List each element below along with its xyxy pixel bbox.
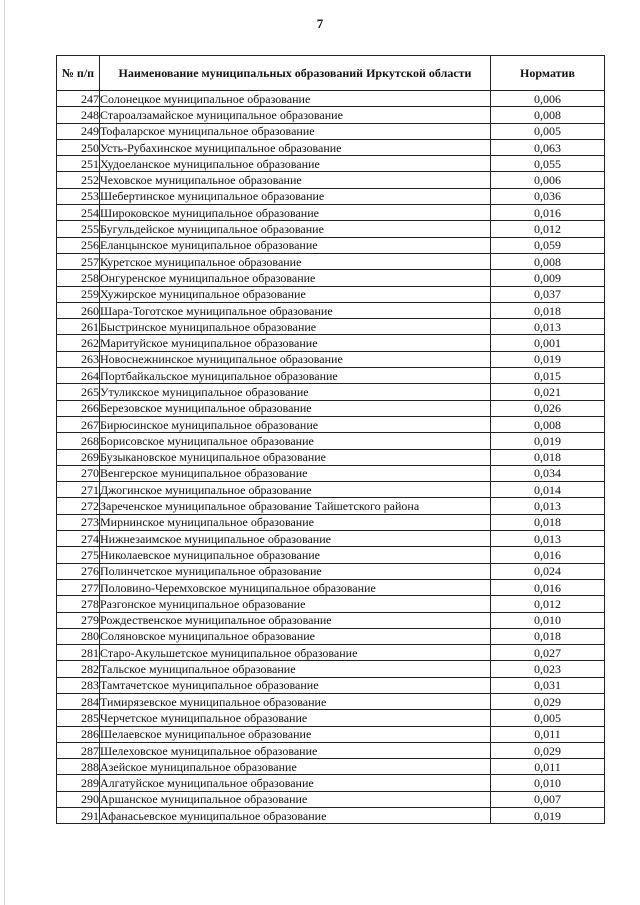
- row-number: 265: [57, 384, 100, 400]
- table-row: [57, 710, 605, 726]
- row-number: 255: [57, 221, 100, 237]
- norm-value: 0,029: [491, 693, 605, 709]
- norm-value: 0,011: [491, 726, 605, 742]
- norm-value: 0,009: [491, 270, 605, 286]
- municipality-name: Рождественское муниципальное образование: [100, 612, 491, 628]
- municipality-name: Азейское муниципальное образование: [100, 759, 491, 775]
- row-number: 268: [57, 433, 100, 449]
- table-row: [57, 221, 605, 237]
- municipality-name: Утуликское муниципальное образование: [100, 384, 491, 400]
- municipality-name: Николаевское муниципальное образование: [100, 547, 491, 563]
- norm-value: 0,018: [491, 628, 605, 644]
- table-row: [57, 139, 605, 155]
- norm-value: 0,013: [491, 319, 605, 335]
- table-row: [57, 319, 605, 335]
- row-number: 252: [57, 172, 100, 188]
- norm-value: 0,016: [491, 579, 605, 595]
- table-row: [57, 368, 605, 384]
- municipality-name: Бугульдейское муниципальное образование: [100, 221, 491, 237]
- row-number: 279: [57, 612, 100, 628]
- norm-value: 0,008: [491, 416, 605, 432]
- row-number: 281: [57, 645, 100, 661]
- header-num: № п/п: [57, 56, 100, 91]
- municipality-name: Новоснежнинское муниципальное образование: [100, 351, 491, 367]
- norm-value: 0,019: [491, 351, 605, 367]
- norm-value: 0,031: [491, 677, 605, 693]
- norm-value: 0,029: [491, 742, 605, 758]
- table-row: [57, 286, 605, 302]
- municipality-name: Мирнинское муниципальное образование: [100, 514, 491, 530]
- municipality-name: Разгонское муниципальное образование: [100, 596, 491, 612]
- municipality-name: Березовское муниципальное образование: [100, 400, 491, 416]
- municipality-name: Солонецкое муниципальное образование: [100, 91, 491, 107]
- row-number: 275: [57, 547, 100, 563]
- row-number: 290: [57, 791, 100, 807]
- table-row: [57, 547, 605, 563]
- row-number: 276: [57, 563, 100, 579]
- table-header-row: [57, 56, 605, 91]
- norms-table: [56, 55, 605, 824]
- row-number: 249: [57, 123, 100, 139]
- row-number: 280: [57, 628, 100, 644]
- table-row: [57, 498, 605, 514]
- table-row: [57, 172, 605, 188]
- table-row: [57, 107, 605, 123]
- municipality-name: Широковское муниципальное образование: [100, 205, 491, 221]
- table-row: [57, 612, 605, 628]
- row-number: 287: [57, 742, 100, 758]
- scan-edge-line: [4, 0, 5, 905]
- municipality-name: Портбайкальское муниципальное образование: [100, 368, 491, 384]
- row-number: 269: [57, 449, 100, 465]
- table-row: [57, 808, 605, 824]
- table-row: [57, 628, 605, 644]
- norm-value: 0,018: [491, 449, 605, 465]
- norm-value: 0,006: [491, 172, 605, 188]
- table-row: [57, 335, 605, 351]
- norm-value: 0,018: [491, 514, 605, 530]
- table-row: [57, 742, 605, 758]
- row-number: 247: [57, 91, 100, 107]
- table-row: [57, 645, 605, 661]
- table-row: [57, 465, 605, 481]
- table-row: [57, 661, 605, 677]
- norm-value: 0,012: [491, 221, 605, 237]
- row-number: 283: [57, 677, 100, 693]
- row-number: 251: [57, 156, 100, 172]
- row-number: 258: [57, 270, 100, 286]
- row-number: 274: [57, 531, 100, 547]
- table-row: [57, 759, 605, 775]
- municipality-name: Тимирязевское муниципальное образование: [100, 693, 491, 709]
- row-number: 282: [57, 661, 100, 677]
- norm-value: 0,059: [491, 237, 605, 253]
- norm-value: 0,013: [491, 531, 605, 547]
- municipality-name: Черчетское муниципальное образование: [100, 710, 491, 726]
- municipality-name: Шелеховское муниципальное образование: [100, 742, 491, 758]
- row-number: 278: [57, 596, 100, 612]
- municipality-name: Маритуйское муниципальное образование: [100, 335, 491, 351]
- norm-value: 0,016: [491, 205, 605, 221]
- norm-value: 0,037: [491, 286, 605, 302]
- table-row: [57, 433, 605, 449]
- table-row: [57, 91, 605, 107]
- table-row: [57, 563, 605, 579]
- row-number: 259: [57, 286, 100, 302]
- table-row: [57, 270, 605, 286]
- row-number: 248: [57, 107, 100, 123]
- municipality-name: Старо-Акульшетское муниципальное образование: [100, 645, 491, 661]
- municipality-name: Шебертинское муниципальное образование: [100, 188, 491, 204]
- norm-value: 0,019: [491, 433, 605, 449]
- row-number: 257: [57, 253, 100, 269]
- municipality-name: Староалзамайское муниципальное образование: [100, 107, 491, 123]
- norm-value: 0,019: [491, 808, 605, 824]
- norm-value: 0,026: [491, 400, 605, 416]
- row-number: 286: [57, 726, 100, 742]
- norm-value: 0,027: [491, 645, 605, 661]
- table-row: [57, 531, 605, 547]
- municipality-name: Еланцынское муниципальное образование: [100, 237, 491, 253]
- norm-value: 0,055: [491, 156, 605, 172]
- table-row: [57, 205, 605, 221]
- municipality-name: Алгатуйское муниципальное образование: [100, 775, 491, 791]
- norm-value: 0,010: [491, 612, 605, 628]
- municipality-name: Полинчетское муниципальное образование: [100, 563, 491, 579]
- municipality-name: Соляновское муниципальное образование: [100, 628, 491, 644]
- row-number: 273: [57, 514, 100, 530]
- row-number: 266: [57, 400, 100, 416]
- norm-value: 0,008: [491, 107, 605, 123]
- table-row: [57, 400, 605, 416]
- municipality-name: Аршанское муниципальное образование: [100, 791, 491, 807]
- table-row: [57, 253, 605, 269]
- row-number: 263: [57, 351, 100, 367]
- norm-value: 0,023: [491, 661, 605, 677]
- municipality-name: Венгерское муниципальное образование: [100, 465, 491, 481]
- norm-value: 0,024: [491, 563, 605, 579]
- municipality-name: Джогинское муниципальное образование: [100, 482, 491, 498]
- row-number: 285: [57, 710, 100, 726]
- table-row: [57, 384, 605, 400]
- municipality-name: Усть-Рубахинское муниципальное образование: [100, 139, 491, 155]
- table-row: [57, 514, 605, 530]
- row-number: 256: [57, 237, 100, 253]
- municipality-name: Куретское муниципальное образование: [100, 253, 491, 269]
- header-norm: Норматив: [491, 56, 605, 91]
- header-name: Наименование муниципальных образований Иркутской области: [100, 56, 491, 91]
- norm-value: 0,034: [491, 465, 605, 481]
- row-number: 288: [57, 759, 100, 775]
- table-row: [57, 416, 605, 432]
- row-number: 277: [57, 579, 100, 595]
- row-number: 260: [57, 302, 100, 318]
- table-body: [57, 91, 605, 824]
- table-row: [57, 693, 605, 709]
- municipality-name: Шара-Тоготское муниципальное образование: [100, 302, 491, 318]
- municipality-name: Тамтачетское муниципальное образование: [100, 677, 491, 693]
- row-number: 250: [57, 139, 100, 155]
- table-row: [57, 775, 605, 791]
- norm-value: 0,008: [491, 253, 605, 269]
- norm-value: 0,015: [491, 368, 605, 384]
- row-number: 264: [57, 368, 100, 384]
- table-row: [57, 156, 605, 172]
- norm-value: 0,036: [491, 188, 605, 204]
- norm-value: 0,014: [491, 482, 605, 498]
- norm-value: 0,021: [491, 384, 605, 400]
- municipality-name: Нижнезаимское муниципальное образование: [100, 531, 491, 547]
- table-row: [57, 677, 605, 693]
- row-number: 267: [57, 416, 100, 432]
- table-row: [57, 351, 605, 367]
- table-row: [57, 596, 605, 612]
- norm-value: 0,007: [491, 791, 605, 807]
- row-number: 289: [57, 775, 100, 791]
- table-row: [57, 791, 605, 807]
- municipality-name: Быстринское муниципальное образование: [100, 319, 491, 335]
- municipality-name: Бузыкановское муниципальное образование: [100, 449, 491, 465]
- row-number: 291: [57, 808, 100, 824]
- table-row: [57, 302, 605, 318]
- norm-value: 0,010: [491, 775, 605, 791]
- table-row: [57, 726, 605, 742]
- norm-value: 0,006: [491, 91, 605, 107]
- table-row: [57, 449, 605, 465]
- norm-value: 0,018: [491, 302, 605, 318]
- municipality-name: Половино-Черемховское муниципальное образование: [100, 579, 491, 595]
- municipality-name: Тофаларское муниципальное образование: [100, 123, 491, 139]
- norm-value: 0,005: [491, 123, 605, 139]
- row-number: 262: [57, 335, 100, 351]
- municipality-name: Бирюсинское муниципальное образование: [100, 416, 491, 432]
- norm-value: 0,063: [491, 139, 605, 155]
- row-number: 270: [57, 465, 100, 481]
- norm-value: 0,011: [491, 759, 605, 775]
- table-row: [57, 579, 605, 595]
- row-number: 271: [57, 482, 100, 498]
- norm-value: 0,012: [491, 596, 605, 612]
- municipality-name: Афанасьевское муниципальное образование: [100, 808, 491, 824]
- row-number: 272: [57, 498, 100, 514]
- row-number: 254: [57, 205, 100, 221]
- norm-value: 0,013: [491, 498, 605, 514]
- municipality-name: Чеховское муниципальное образование: [100, 172, 491, 188]
- municipality-name: Шелаевское муниципальное образование: [100, 726, 491, 742]
- page-number: 7: [316, 16, 324, 31]
- municipality-name: Зареченское муниципальное образование Тайшетского района: [100, 498, 491, 514]
- municipality-name: Худоеланское муниципальное образование: [100, 156, 491, 172]
- table-row: [57, 188, 605, 204]
- row-number: 284: [57, 693, 100, 709]
- table-row: [57, 482, 605, 498]
- row-number: 261: [57, 319, 100, 335]
- municipality-name: Онгуренское муниципальное образование: [100, 270, 491, 286]
- municipality-name: Борисовское муниципальное образование: [100, 433, 491, 449]
- norm-value: 0,005: [491, 710, 605, 726]
- row-number: 253: [57, 188, 100, 204]
- table-row: [57, 123, 605, 139]
- norm-value: 0,016: [491, 547, 605, 563]
- municipality-name: Хужирское муниципальное образование: [100, 286, 491, 302]
- table-row: [57, 237, 605, 253]
- municipality-name: Тальское муниципальное образование: [100, 661, 491, 677]
- norm-value: 0,001: [491, 335, 605, 351]
